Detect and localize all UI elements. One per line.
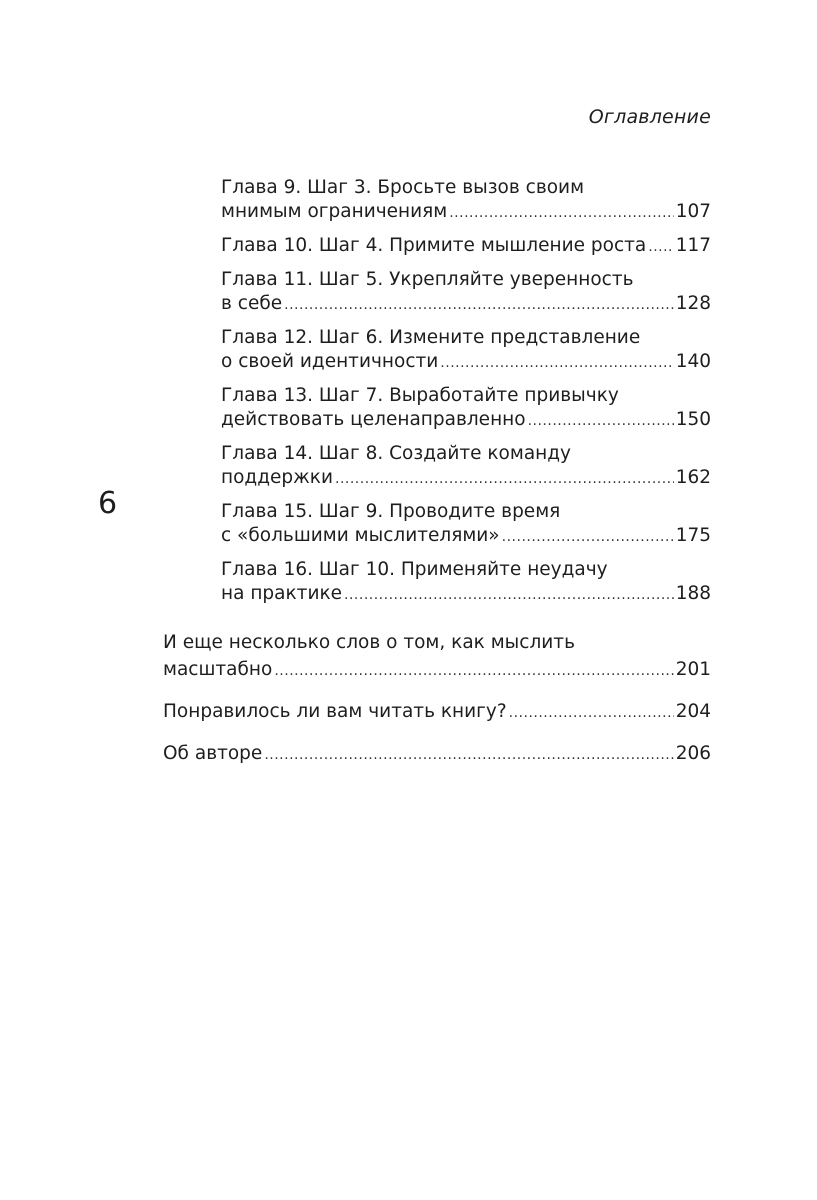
toc-entry-title-line2: на практике — [221, 583, 343, 604]
toc-entry-title-line1: Глава 11. Шаг 5. Укрепляйте уверенность — [221, 269, 634, 290]
toc-entry-title-line1: Глава 9. Шаг 3. Бросьте вызов своим — [221, 177, 585, 198]
toc-entry-afterword[interactable] — [163, 629, 711, 685]
dot-leader — [502, 525, 674, 549]
dot-leader — [440, 351, 673, 375]
toc-entry-chapter-14[interactable] — [221, 442, 711, 491]
toc-entry-title-line2: о своей идентичности — [221, 351, 439, 372]
toc-entry-title-line2: действовать целенаправленно — [221, 409, 526, 430]
toc-entry-chapter-10[interactable] — [221, 234, 711, 259]
toc-entry-title-line1: Глава 13. Шаг 7. Выработайте привычку — [221, 385, 619, 406]
toc-entry-title-line1: Глава 16. Шаг 10. Применяйте неудачу — [221, 559, 608, 580]
toc-page-number: 140 — [675, 351, 711, 372]
toc-entry-title: Глава 10. Шаг 4. Примите мышление роста — [221, 235, 647, 256]
running-head: Оглавление — [588, 106, 711, 128]
dot-leader — [284, 293, 674, 317]
dot-leader — [528, 409, 674, 433]
toc-page-number: 204 — [675, 701, 711, 722]
toc-page-number: 150 — [675, 409, 711, 430]
toc-entry-about-author[interactable] — [163, 740, 711, 769]
toc-entry-chapter-13[interactable] — [221, 384, 711, 433]
toc-entry-chapter-15[interactable] — [221, 500, 711, 549]
toc-entry-title-line2: мнимым ограничениям — [221, 201, 448, 222]
toc-page-number: 201 — [675, 659, 711, 680]
toc-page-number: 162 — [675, 467, 711, 488]
toc-entry-chapter-16[interactable] — [221, 558, 711, 607]
dot-leader — [509, 700, 674, 727]
toc-page-number: 206 — [675, 743, 711, 764]
toc-entry-title-line1: И еще несколько слов о том, как мыслить — [163, 632, 575, 653]
page-number: 6 — [98, 486, 118, 521]
toc-entry-title-line2: в себе — [221, 293, 283, 314]
toc-entry-title-line1: Глава 15. Шаг 9. Проводите время — [221, 501, 561, 522]
toc-page-number: 175 — [675, 525, 711, 546]
toc-entry-chapter-9[interactable] — [221, 176, 711, 225]
toc-entry-chapter-11[interactable] — [221, 268, 711, 317]
toc-entry-feedback[interactable] — [163, 698, 711, 727]
dot-leader — [344, 583, 674, 607]
toc-entry-title-line2: с «большими мыслителями» — [221, 525, 500, 546]
toc-page-number: 117 — [675, 235, 711, 256]
toc-entry-title-line1: Глава 12. Шаг 6. Измените представление — [221, 327, 641, 348]
dot-leader — [648, 235, 673, 259]
toc-entry-title-line2: масштабно — [163, 659, 273, 680]
dot-leader — [264, 742, 673, 769]
toc-page-number: 128 — [675, 293, 711, 314]
toc-entry-chapter-12[interactable] — [221, 326, 711, 375]
toc-entry-title: Об авторе — [163, 743, 263, 764]
dot-leader — [449, 201, 673, 225]
toc-entry-title-line2: поддержки — [221, 467, 333, 488]
toc-entry-title: Понравилось ли вам читать книгу? — [163, 701, 507, 722]
dot-leader — [335, 467, 674, 491]
toc-page-number: 188 — [675, 583, 711, 604]
toc-page-number: 107 — [675, 201, 711, 222]
dot-leader — [274, 658, 673, 685]
toc-entry-title-line1: Глава 14. Шаг 8. Создайте команду — [221, 443, 572, 464]
